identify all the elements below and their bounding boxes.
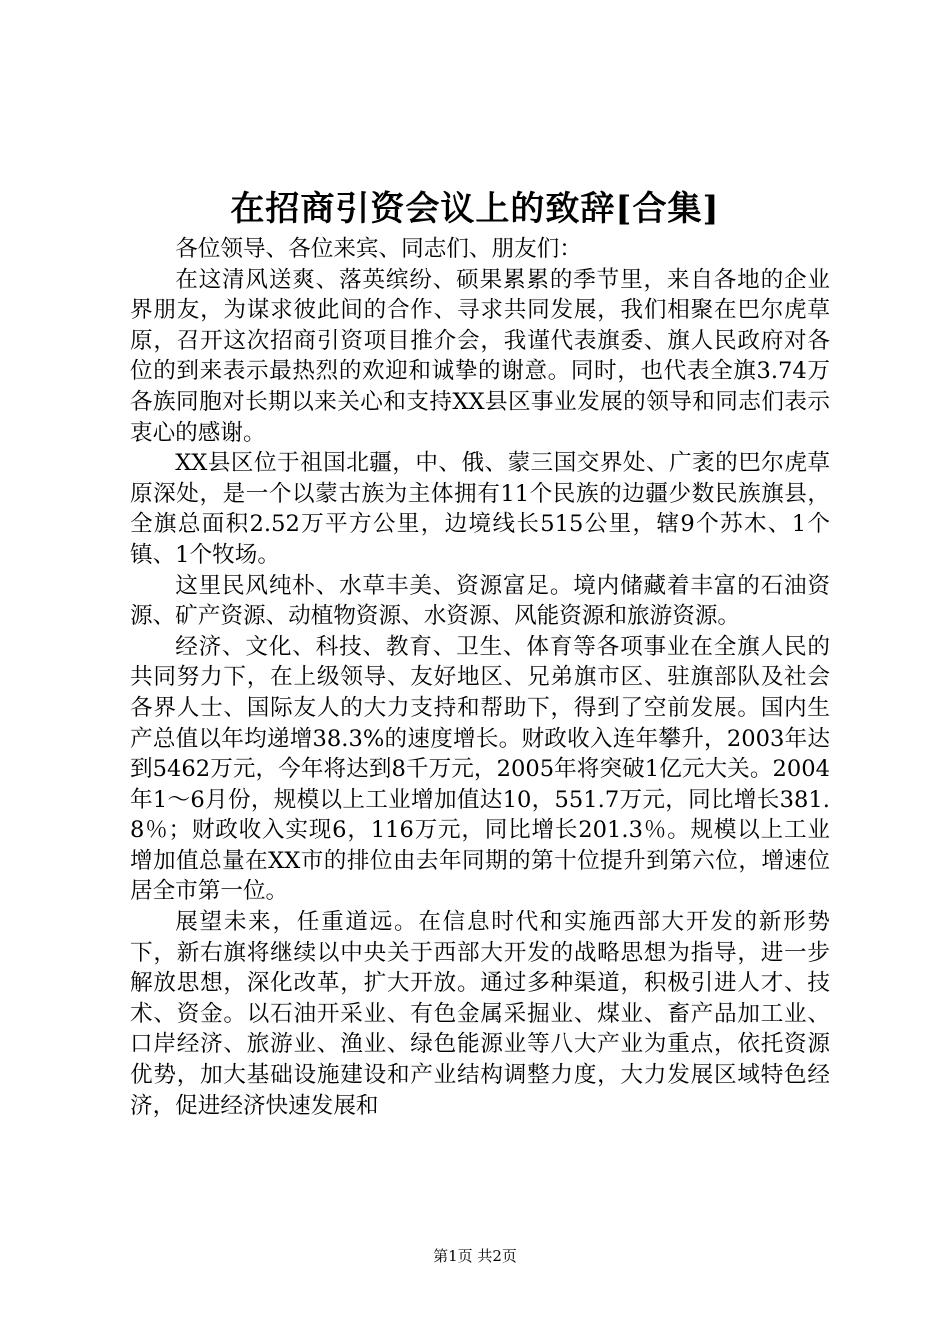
- paragraph-location: XX县区位于祖国北疆，中、俄、蒙三国交界处、广袤的巴尔虎草原深处，是一个以蒙古族为主体拥有11个民族的边疆少数民族旗县，全旗总面积2.52万平方公里，边境线长515公里，辖9个苏木、1个镇、1个牧场。: [130, 450, 830, 568]
- document-body: [130, 234, 830, 1121]
- paragraph-outlook: 展望未来，任重道远。在信息时代和实施西部大开发的新形势下，新右旗将继续以中央关于西部大开发的战略思想为指导，进一步解放思想，深化改革，扩大开放。通过多种渠道，积极引进人才、技术、资金。以石油开采业、有色金属采掘业、煤业、畜产品加工业、口岸经济、旅游业、渔业、绿色能源业等八大产业为重点，依托资源优势，加大基础设施建设和产业结构调整力度，大力发展区域特色经济，促进经济快速发展和: [130, 909, 830, 1119]
- paragraph-greeting: 各位领导、各位来宾、同志们、朋友们：: [175, 236, 582, 262]
- paragraph-resources: 这里民风纯朴、水草丰美、资源富足。境内储藏着丰富的石油资源、矿产资源、动植物资源、水资源、风能资源和旅游资源。: [130, 572, 830, 630]
- document-title: 在招商引资会议上的致辞[合集]: [230, 189, 720, 229]
- paragraph-economy: 经济、文化、科技、教育、卫生、体育等各项事业在全旗人民的共同努力下，在上级领导、友好地区、兄弟旗市区、驻旗部队及社会各界人士、国际友人的大力支持和帮助下，得到了空前发展。国内生产总值以年均递增38.3%的速度增长。财政收入连年攀升，2003年达到5462万元，今年将达到8千万元，2005年将突破1亿元大关。2004年1～6月份，规模以上工业增加值达10，551.7万元，同比增长381.8％；财政收入实现6，116万元，同比增长201.3％。规模以上工业增加值总量在XX市的排位由去年同期的第十位提升到第六位，增速位居全市第一位。: [130, 633, 830, 905]
- paragraph-welcome: 在这清风送爽、落英缤纷、硕果累累的季节里，来自各地的企业界朋友，为谋求彼此间的合作、寻求共同发展，我们相聚在巴尔虎草原，召开这次招商引资项目推介会，我谨代表旗委、旗人民政府对各位的到来表示最热烈的欢迎和诚挚的谢意。同时，也代表全旗3.74万各族同胞对长期以来关心和支持XX县区事业发展的领导和同志们表示衷心的感谢。: [130, 266, 830, 446]
- page-number-footer: 第1页 共2页: [433, 1247, 517, 1265]
